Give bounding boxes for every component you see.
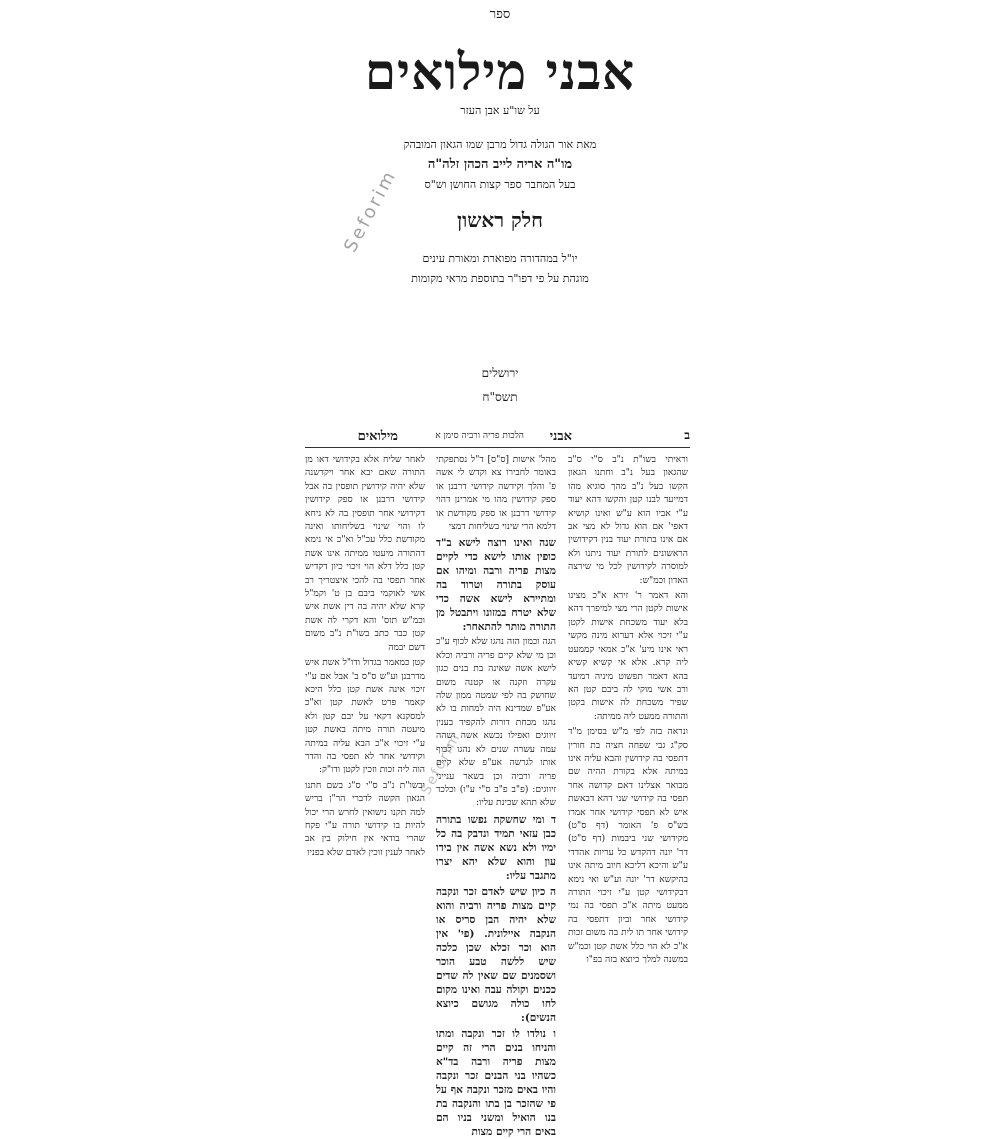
text-column-middle [436,454,556,1138]
author-name: מו"ה אריה לייב הכהן זלה"ה [427,157,573,172]
watermark-lower: Seforim [418,729,465,798]
header-title-right: מילואים [357,429,398,444]
publication-year: תשס"ח [482,390,518,404]
edition-line-2: מוגהת על פי דפו"ר בתוספת מראי מקומות [411,272,589,285]
shulchan-aruch-text: ו נולדו לו זכר ונקבה ומתו והניחו בנים הרי זה קיים מצות פריה ורבה בד"א כשהיו בני הבנים זכר ונקבה והיו באים מזכר ונקבה אף על פי שהזכר בן בתו והנקבה בת בנו הואיל ומשני בניו הם באים הרי קיים מצות [436,1027,556,1138]
watermark: Seforim [340,165,402,256]
author-line-3: בעל המחבר ספר קצות החושן וש"ס [424,178,576,191]
header-title-left: אבני [549,429,572,444]
paragraph: מהל' אישות [ס"ס] ד"ל נסתפקתי באומר לחבירו צא וקדש לי אשה פ' והלך וקידשה קידושי דרבנן או ספק קידושין מהו מי אמרינן דהוי קידושי דרבנן או ספק מקודשת או דלמא הרי שינוי בשליחות דמצי [436,455,556,533]
paragraph: וראיתי בשו"ת נ"ב ס"י ס"ב שהגאון בעל נ"ב וחתנו הגאון הקשו בעל נ"ב מהך סוגיא מהו דמייעד לבנו קטן והקשו דהא יעוד ע"י אביו הוא ע"ש ואינו קושיא דאפי' אם הוא גדול לא מצי אב אם אינו בתורת יעוד בנין דקידושין הראשונים לתורת יעוד ניתנו ולא למוסרה לקידושין לכל מי שירצה האדון וכמ"ש: [568,455,688,586]
header-section: הלכות פריה ורביה סימן א [435,431,524,441]
gloss-text: הגה וכמון הזה נהגו שלא לכוף ע"כ וכן מי שלא קיים פריה ורביה וכלא לישא אשה שאינה בת בנים כגון עקרה וזקנה או קטנה משום שחושק בה לפי שמטה ממון שלה אע"פ שמדינא היה למחות בו לא נהגו מכחת דורות להקפיד בענין זיווגים ואפילו נכשא אשה ושהה עמה עשרה שנים לא נהגו לכוף אותו לגרשה אע"פ שלא קיים פריה ורביה וכן בשאר ענייני זיווגים: (פ"ב פ"ב ס"י ע"ו) וכלכד שלא תהא שכינת עליו: [436,637,556,809]
shulchan-aruch-text: שנה ואינו רוצה לישא ב"ד כופין אותו לישא כדי לקיים מצות פריה ורבה ומיהו אם עוסק בתורה וטרוד בה ומתיירא לישא אשה כדי שלא יטרח במזונו ויתבטל מן התורה מותר להתאחר: [436,537,556,634]
book-title: אבני מילואים [364,42,636,101]
running-header [305,428,690,448]
sefer-label: ספר [489,7,511,22]
paragraph: ונראה בזה לפי מ"ש בסימן מ"ד סק"ג גבי שפחה חציה בת חורין דתפסי בה קידושין והבא עליה אינו במיתה אלא בקורת ההיה שם מבואר אצלינו דאם קדושה אחר תפסי בה קידושי שני דהא דבאשת איש לא תפסי קידושי אחר אמרו בש"ס פ' האומר (דף ס"ט) מקידושי שני ביבמות (דף ס"ט) דר' יונה דהקדש כל עריות אהדדי ע"ש והיכא דליכא חיוב מיתה אינו בהיקשא דר' יונה וע"ש ואי נימא דבקידושי קטן ע"י זיכוי התורה ממעט מיתה א"כ תפסי בה נמי קידושי אחר וביון דתפסי בה קידושי אחר תו לית בה משום זכות א"כ לא הוי כלל אשת קטן וכמ"ש במשנה למלך כיוצא בזה בפ"ו [568,727,688,966]
edition-line-1: יו"ל במהדורה מפוארת ומאורת עינים [422,252,578,265]
paragraph: קטן כמאמר בגדול ודו"ל אשת איש מדרבנן וע"ש ס"ס ב' אבל אם ע"י זיכוי אינה אשת קטן כלל היכא קאמר פרט לאשת קטן וא"כ למסקנא דקאי על יבם קטן ולא מיעטה תורה מיתה באשת קטן ע"י זיכוי א"כ הבא עליה במיתה וקידושי אחר לא תפסי בה והדר הוה ליה זכות וזכין לקטן ודו"ק: [305,658,425,776]
page-letter: ב [684,428,690,442]
subtitle: על שו"ע אבן העזר [460,104,540,117]
part-label: חלק ראשון [457,208,543,232]
text-column-left [305,454,425,986]
paragraph: ובשו"ת נ"ב ס"י ס"ג בשם חתנו הגאון הקשה לדברי הר"ן בריש למה תקנו נישואין לחרש הרי יכול להיות בו קידושי תורה ע"י פקח שהרי בודאי אין חילוק בין אב לאחר לענין זוכין לאדם שלא בפניו [305,780,425,858]
shulchan-aruch-text: ה כיון שיש לאדם זכר ונקבה קיים מצות פריה ורביה והוא שלא יהיה הבן סריס או הנקבה איילונית. (פי' אין הוא וכר זכלא שכן כלכה שיש ללשה טבע הוכר ושסמנים שם שאין לה שדים ככנים וקולה עבה ואינו מקום לחו כולה מגושם כיוצא הנשים): [436,885,556,1024]
publication-city: ירושלים [481,366,519,380]
paragraph: והא דאמר ר' זירא א"כ מצינו אישות לקטן הרי מצי למיפרך דהא בלא יעוד משכחת אישות לקטן ע"י זיכוי אלא דערוא מינה מקשי ראי אינו מיע' א"כ אמאי קממעט ליה קרא. אלא אי קשיא קשיא בהא דאמר תפשוט מיניה דמיעד ורב אשי מוקי לה ביבם קטן הא שפיר משכחת לה אישות בקטן והתורה ממעט ליה ממיתה: [568,591,688,722]
header-rule [305,447,690,448]
text-column-right [568,454,688,986]
shulchan-aruch-text: ד ומי שחשקה נפשו בתורה כבן עזאי תמיד ונדבק בה כל ימיו ולא נשא אשה אין בידו עון והוא שלא יהא יצרו מתגבר עליו: [436,813,556,882]
paragraph: לאחר שליח אלא בקידושי דאו מן התורה שאם יבא אחר ויקדשנה שלא יהיה קידושין תופסין בה אבל קידושי דרבנן או ספק קידושין דקידושי אחר תופסין בה לא ניחא לו והוי שינוי בשליחותו ואינה מקודשת כלל עכ"ל וא"כ אי נימא דהתורה מיעטו ממיתה אינו אשת קטן כלל דלא הוי זיכוי כיון דקדיש אחר תפסי בה להכי איצטריך רב אשי לאוקמי ביבם בן ט' וקמ"ל קרא שלא יהיה בה דין אשת איש וכמ"ש תוס' והא דקרי לה אשת קטן כבר כתב בשו"ת נ"ב משום דשם יבמה [305,455,425,653]
author-line-1: מאת אור הגולה גדול מרבן שמו הגאון המובהק [403,138,597,151]
